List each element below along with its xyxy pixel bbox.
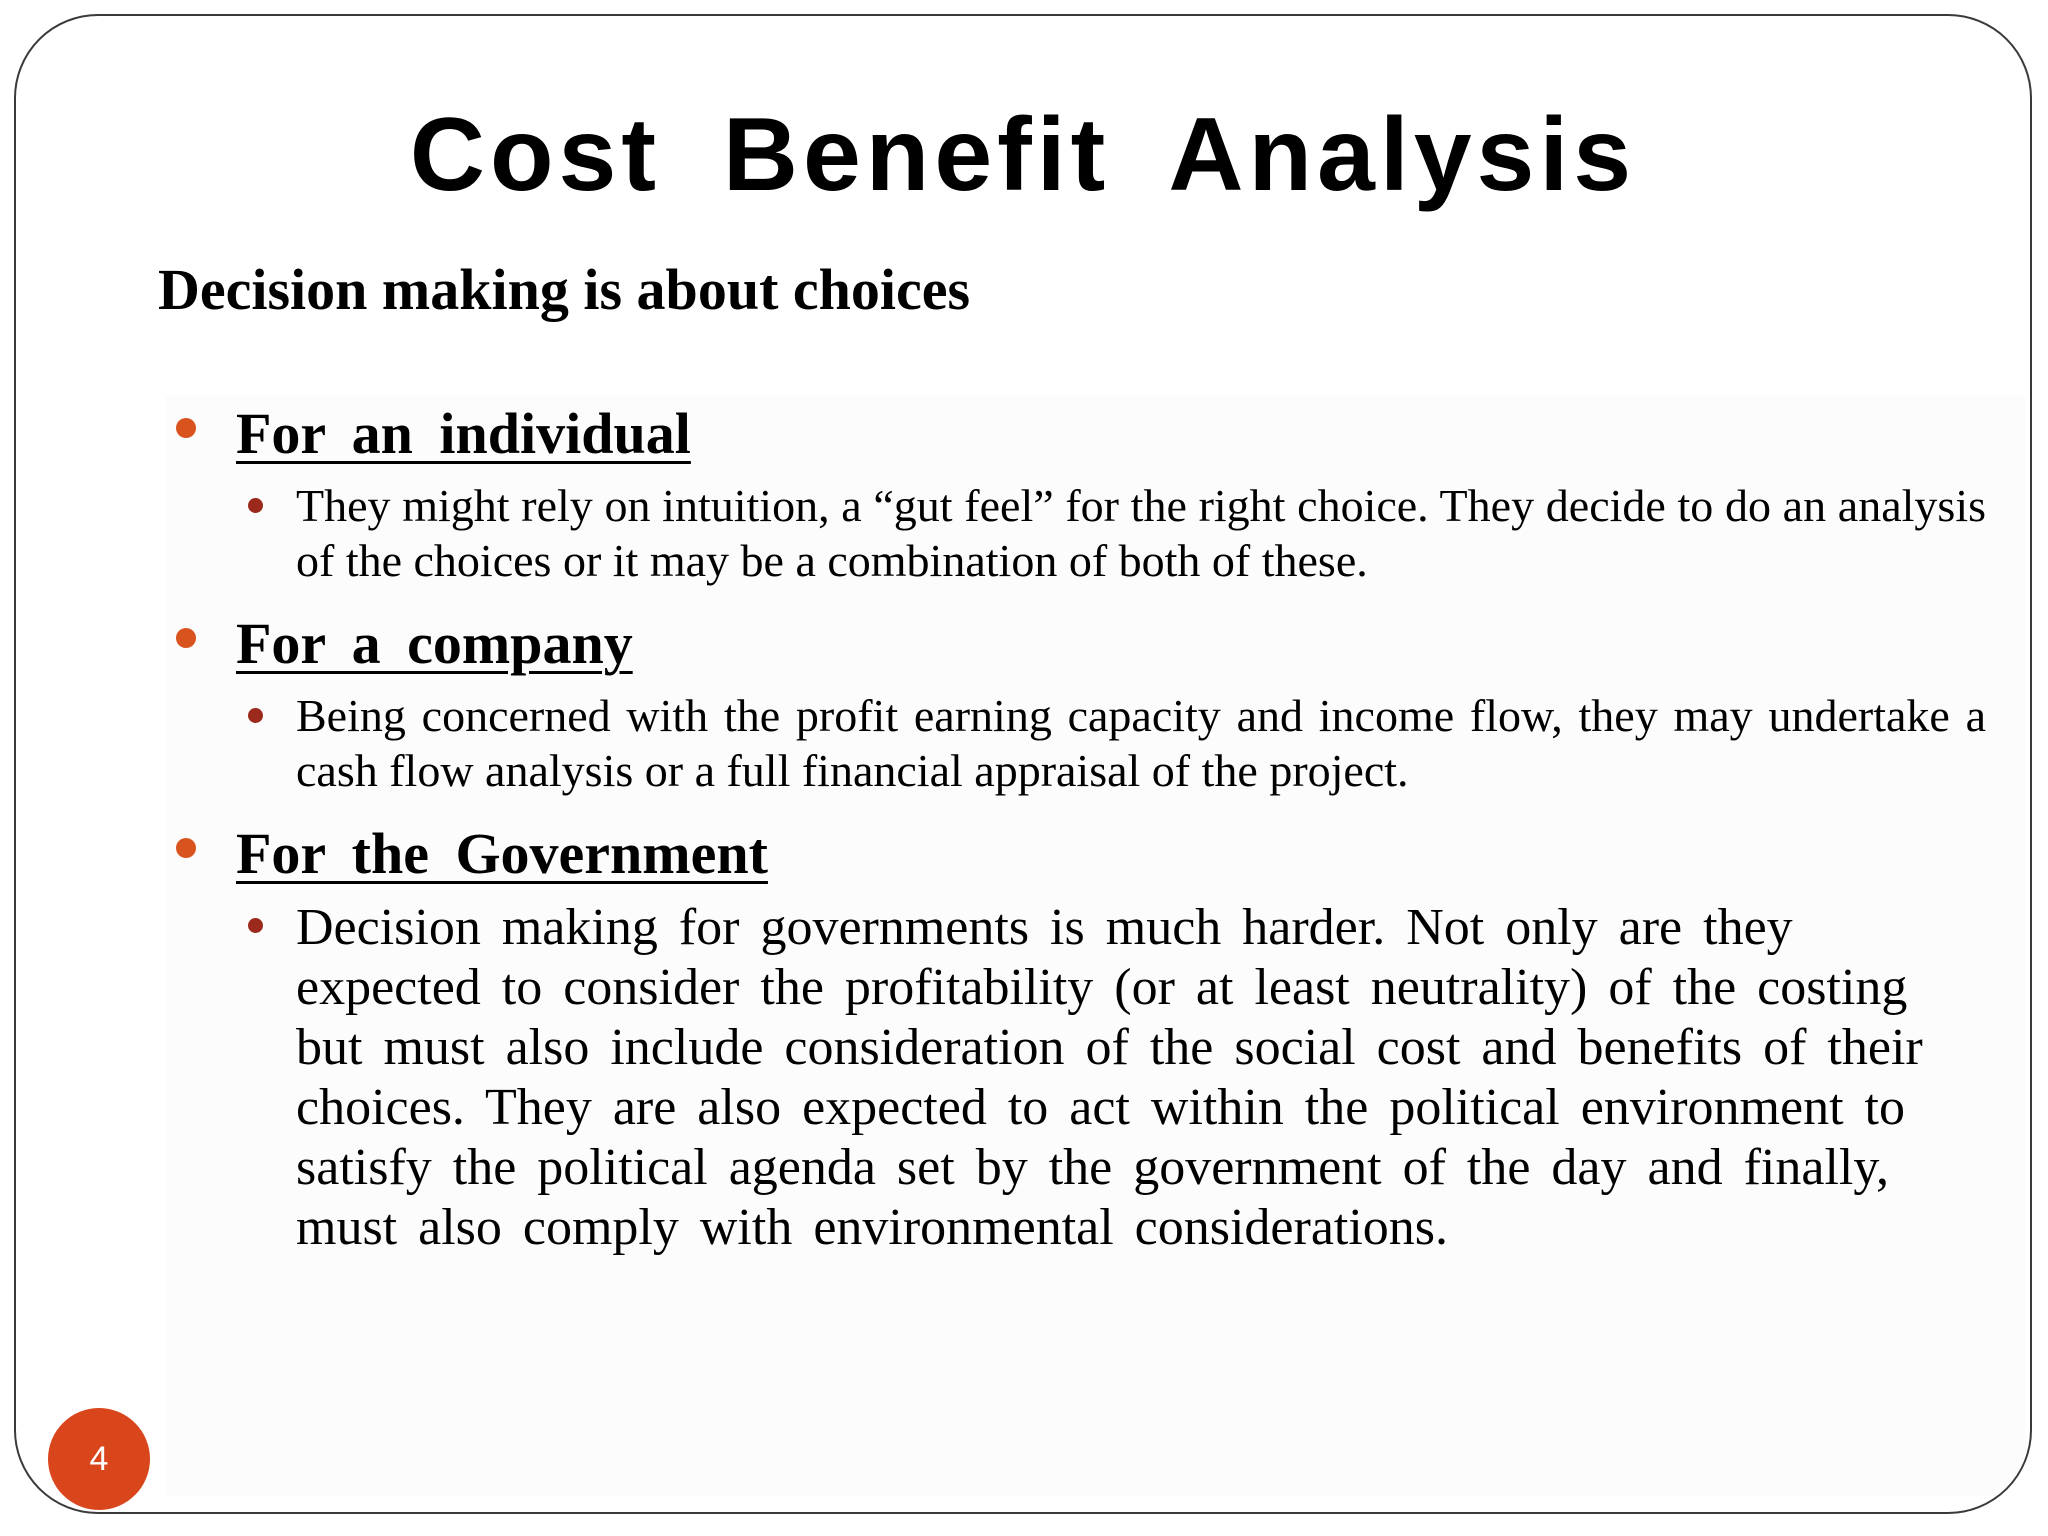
sub-bullet-dot-icon bbox=[248, 708, 263, 723]
slide-title: Cost Benefit Analysis bbox=[409, 97, 1637, 213]
page-number-badge: 4 bbox=[48, 1408, 150, 1510]
section-individual bbox=[166, 396, 1986, 588]
section-company bbox=[166, 606, 1986, 798]
section-heading bbox=[166, 606, 1986, 682]
slide-subtitle: Decision making is about choices bbox=[158, 257, 971, 322]
sub-bullet-dot-icon bbox=[248, 918, 263, 933]
section-body-text: Being concerned with the profit earning capacity and income flow, they may undertake a cash flow analysis or a full financial appraisal of the project. bbox=[296, 690, 1986, 796]
bullet-dot-icon bbox=[176, 838, 196, 858]
section-heading-text: For an individual bbox=[236, 401, 691, 466]
section-heading-text: For the Government bbox=[236, 821, 768, 886]
slide bbox=[14, 14, 2032, 1514]
section-government bbox=[166, 816, 1986, 1258]
section-body bbox=[166, 688, 1986, 798]
bullet-dot-icon bbox=[176, 628, 196, 648]
section-heading bbox=[166, 396, 1986, 472]
sub-bullet-dot-icon bbox=[248, 498, 263, 513]
bullet-dot-icon bbox=[176, 418, 196, 438]
section-heading bbox=[166, 816, 1986, 892]
section-body-text: Decision making for governments is much harder. Not only are they expected to consider the profitability (or at least neutrality) of the costing but must also include consideration of the social cost and benefits of their choices. They are also expected to act within the political environment to satisfy the political agenda set by the government of the day and finally, must also comply with environmental considerations. bbox=[296, 899, 1923, 1256]
section-body-text: They might rely on intuition, a “gut feel” for the right choice. They decide to do an analysis of the choices or it may be a combination of both of these. bbox=[296, 480, 1986, 586]
section-body bbox=[166, 478, 1986, 588]
bullet-list bbox=[166, 396, 1986, 1276]
section-heading-text: For a company bbox=[236, 611, 633, 676]
section-body bbox=[166, 898, 1946, 1258]
